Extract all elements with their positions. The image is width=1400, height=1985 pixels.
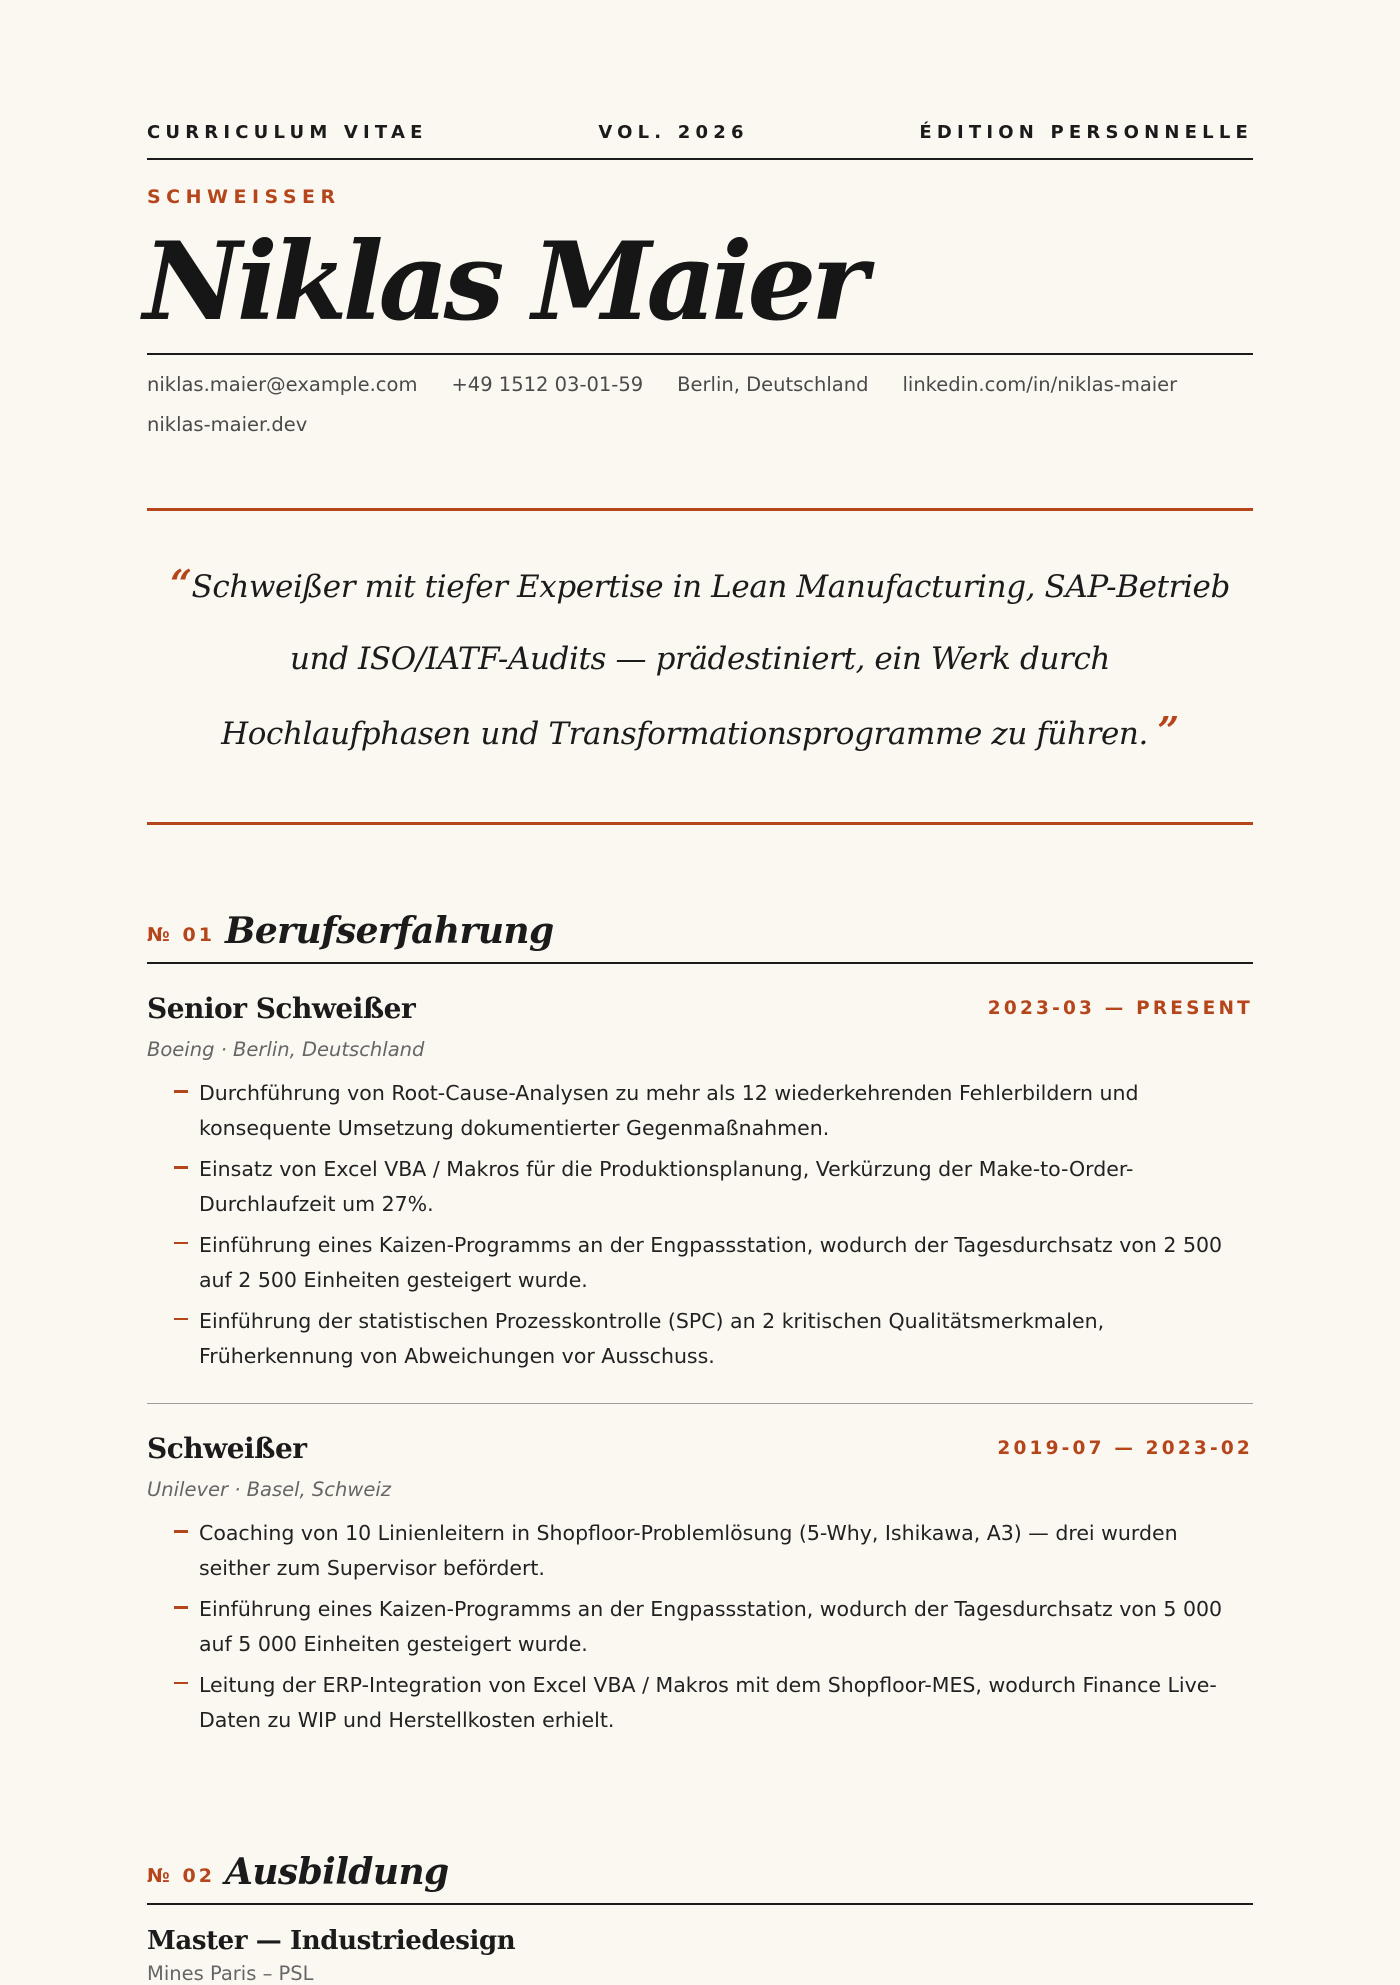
open-quote-mark: “ (170, 561, 192, 606)
job-bullets (147, 1076, 1253, 1380)
job-title: Schweißer (147, 1432, 307, 1465)
bullet-item: Einführung eines Kaizen-Programms an der Engpassstation, wodurch der Tagesdurchsatz von 2 500 auf 2 500 Einheiten gesteigert wurde. (147, 1228, 1253, 1298)
education-degree: Master — Industriedesign (147, 1926, 516, 1956)
bullet-item: Einsatz von Excel VBA / Makros für die Produktionsplanung, Verkürzung der Make-to-Order-Durchlaufzeit um 27%. (147, 1152, 1253, 1222)
education-entry (147, 1926, 1253, 1985)
section-title: Ausbildung (225, 1851, 449, 1893)
bullet-item: Leitung der ERP-Integration von Excel VBA / Makros mit dem Shopfloor-MES, wodurch Finance Live-Daten zu WIP und Herstellkosten erhielt. (147, 1668, 1253, 1738)
section-number: № 02 (147, 1865, 215, 1887)
bullet-item: Coaching von 10 Linienleitern in Shopfloor-Problemlösung (5-Why, Ishikawa, A3) — drei wurden seither zum Supervisor befördert. (147, 1516, 1253, 1586)
section-divider (147, 1903, 1253, 1905)
job-divider (147, 1403, 1253, 1404)
section-number: № 01 (147, 924, 215, 946)
contact-linkedin[interactable]: linkedin.com/in/niklas-maier (902, 373, 1178, 396)
summary-top-rule (147, 508, 1253, 511)
section-divider (147, 962, 1253, 964)
name-divider (147, 353, 1253, 355)
job-title: Senior Schweißer (147, 992, 416, 1025)
bullet-item: Durchführung von Root-Cause-Analysen zu mehr als 12 wiederkehrenden Fehlerbildern und konsequente Umsetzung dokumentierter Gegenmaßnahmen. (147, 1076, 1253, 1146)
masthead (147, 122, 1253, 143)
contact-list (147, 370, 1253, 440)
bullet-item: Einführung eines Kaizen-Programms an der Engpassstation, wodurch der Tagesdurchsatz von 5 000 auf 5 000 Einheiten gesteigert wurde. (147, 1592, 1253, 1662)
summary-text: Schweißer mit tiefer Expertise in Lean Manufacturing, SAP-Betrieb und ISO/IATF-Audits — prädestiniert, ein Werk durch Hochlaufphasen und Transformationsprogramme zu führen. (191, 569, 1230, 752)
person-name: Niklas Maier (143, 219, 864, 345)
summary-quote (167, 548, 1233, 770)
masthead-center: VOL. 2026 (598, 122, 749, 143)
section-title: Berufserfahrung (225, 910, 554, 952)
section-header-experience (147, 904, 1253, 964)
job-dates: 2023-03 — PRESENT (987, 998, 1253, 1019)
masthead-divider (147, 158, 1253, 160)
contact-email[interactable]: niklas.maier@example.com (147, 373, 418, 396)
job-dates: 2019-07 — 2023-02 (997, 1438, 1253, 1459)
contact-location: Berlin, Deutschland (677, 373, 869, 396)
job-role: SCHWEISSER (147, 186, 341, 208)
masthead-right: ÉDITION PERSONNELLE (919, 122, 1253, 143)
education-school: Mines Paris – PSL (147, 1962, 314, 1985)
masthead-left: CURRICULUM VITAE (147, 122, 428, 143)
job-company: Boeing · Berlin, Deutschland (147, 1038, 425, 1061)
summary-bottom-rule (147, 822, 1253, 825)
close-quote-mark: ” (1157, 708, 1179, 753)
bullet-item: Einführung der statistischen Prozesskontrolle (SPC) an 2 kritischen Qualitätsmerkmalen, Früherkennung von Abweichungen vor Ausschuss. (147, 1304, 1253, 1374)
contact-website[interactable]: niklas-maier.dev (147, 413, 308, 436)
job-bullets (147, 1516, 1253, 1744)
section-header-education (147, 1845, 1253, 1905)
contact-phone[interactable]: +49 1512 03-01-59 (451, 373, 644, 396)
job-company: Unilever · Basel, Schweiz (147, 1478, 391, 1501)
